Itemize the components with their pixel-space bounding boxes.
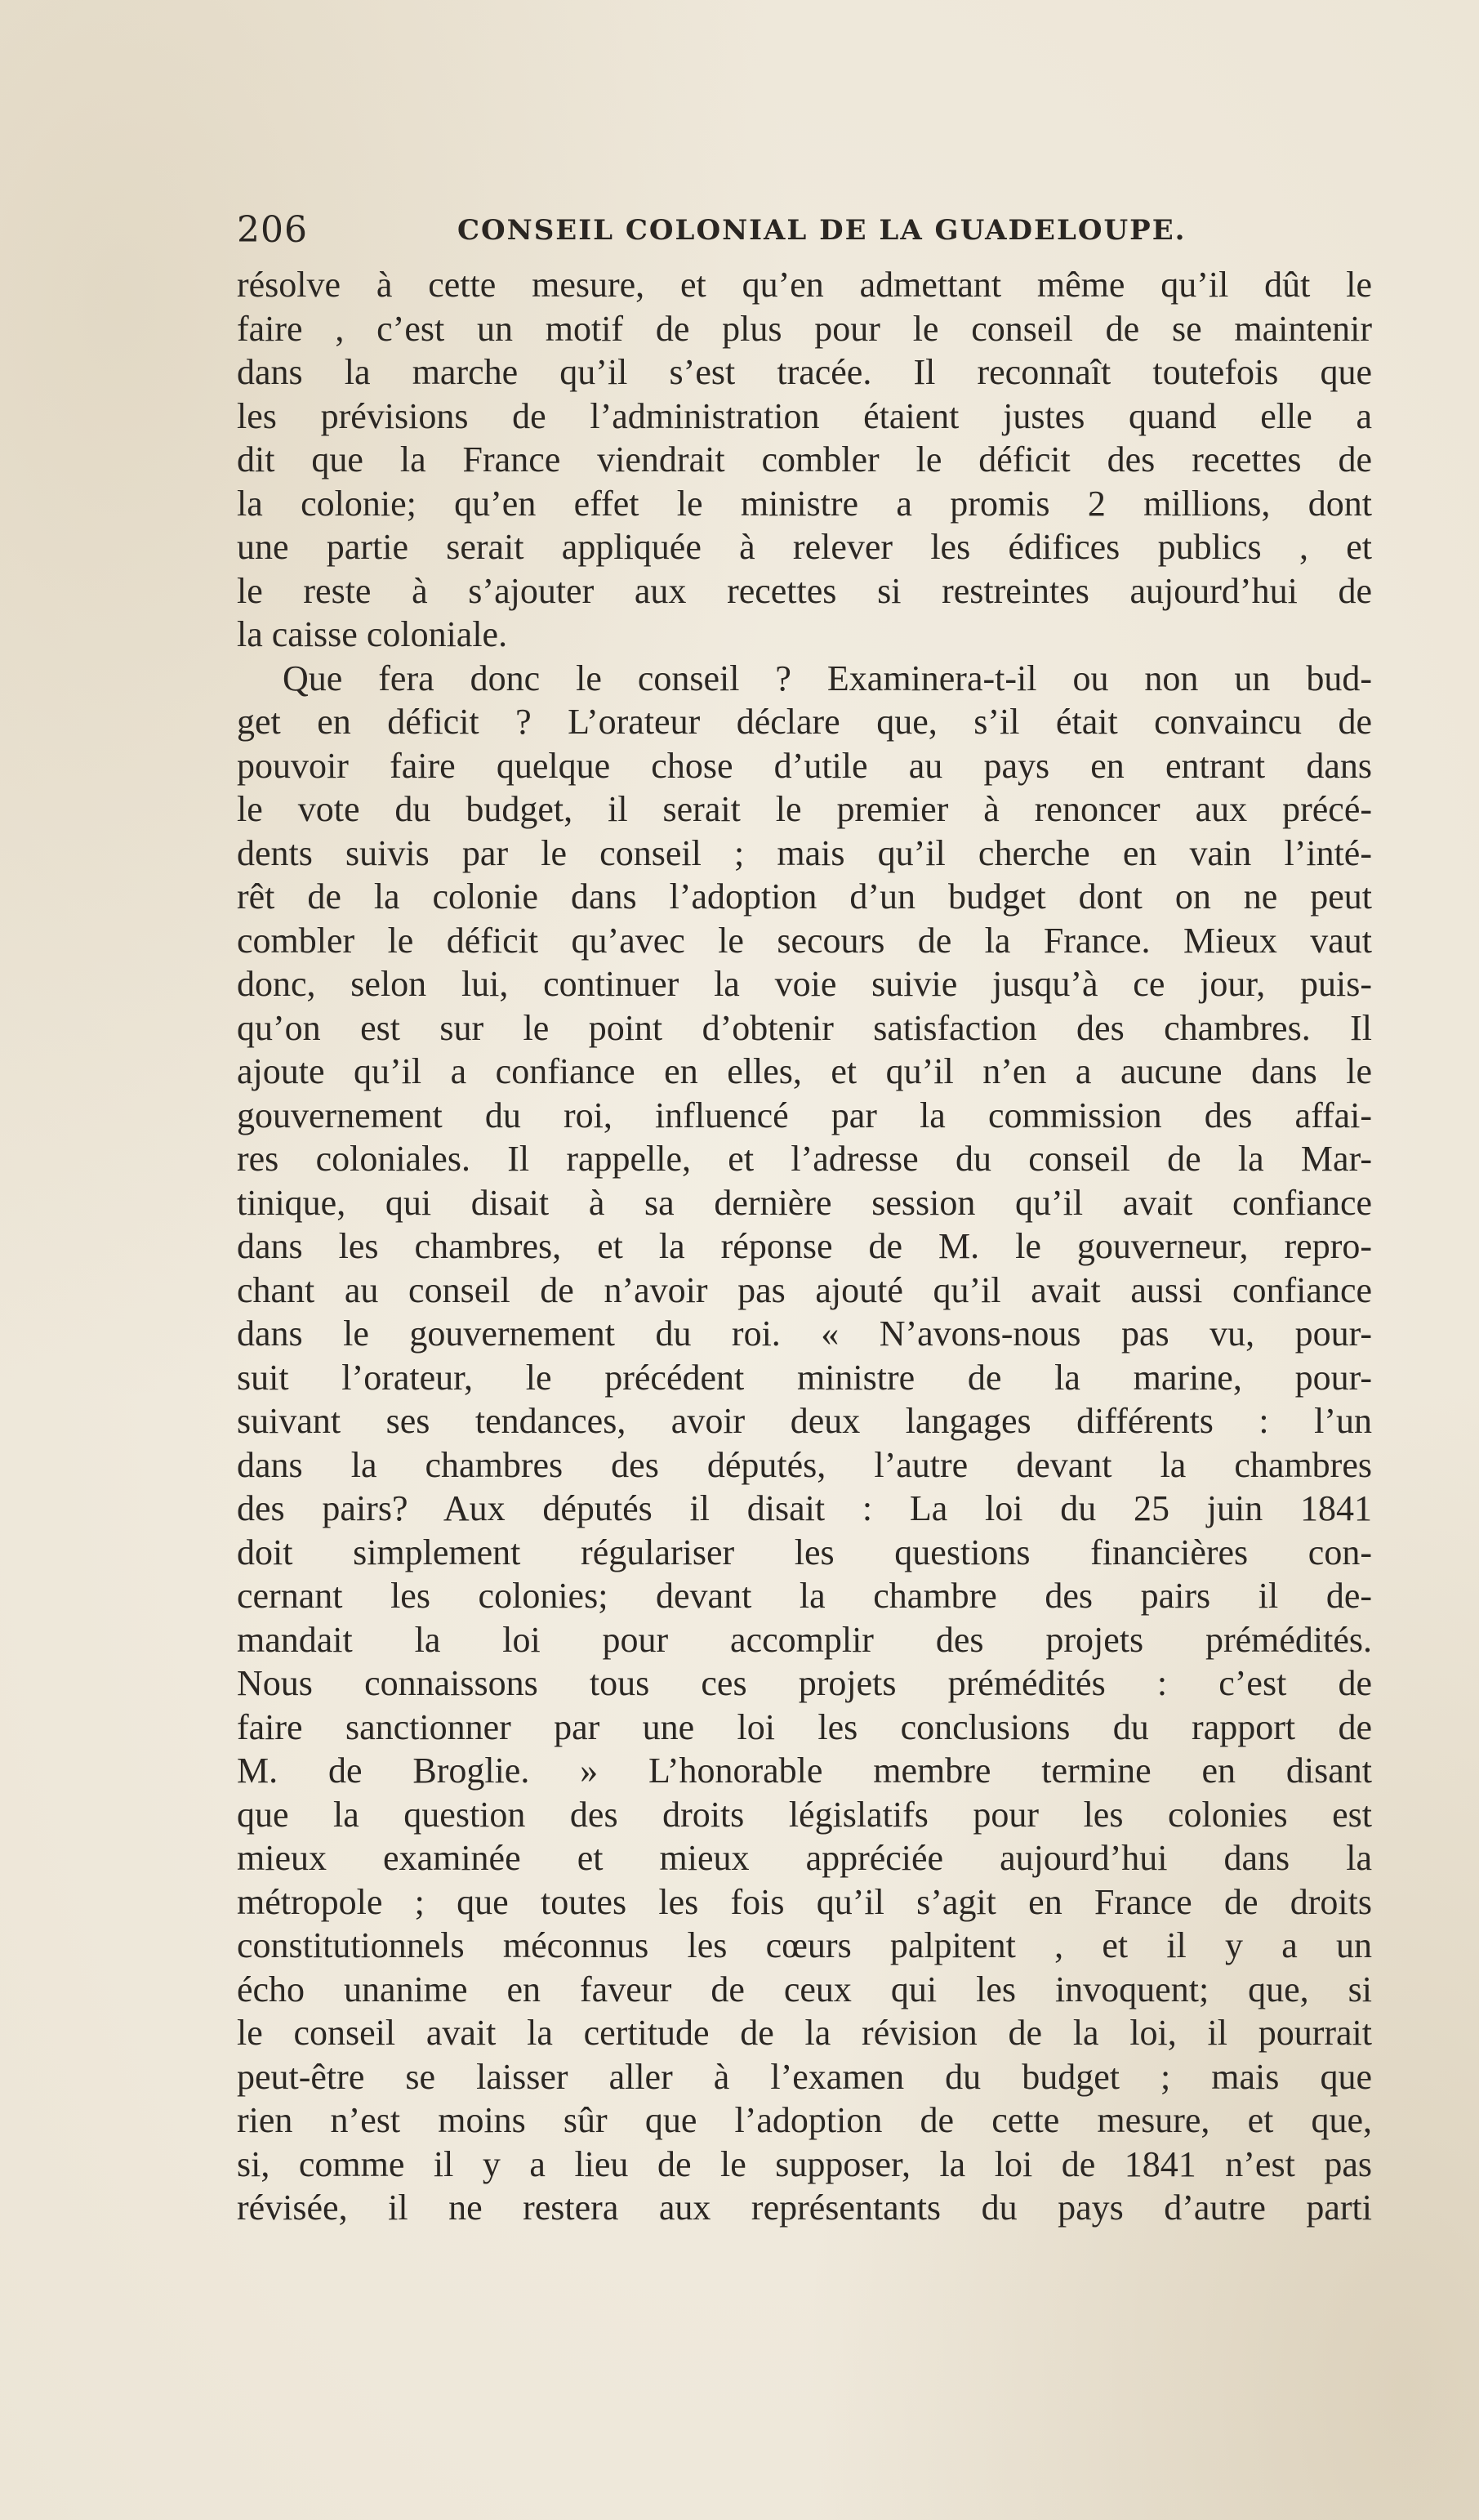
text-line: dans les chambres, et la réponse de M. le gouverneur, repro- <box>237 1226 1372 1266</box>
text-line: la colonie; qu’en effet le ministre a promis 2 millions, dont <box>237 483 1372 524</box>
text-line: Que fera donc le conseil ? Examinera-t-il ou non un bud- <box>283 658 1372 698</box>
text-line: dans le gouvernement du roi. « N’avons-nous pas vu, pour- <box>237 1314 1372 1354</box>
text-line: Nous connaissons tous ces projets prémédités : c’est de <box>237 1663 1372 1703</box>
text-line: cernant les colonies; devant la chambre des pairs il de- <box>237 1576 1372 1616</box>
text-line: ajoute qu’il a confiance en elles, et qu’il n’en a aucune dans le <box>237 1051 1372 1091</box>
text-line: combler le déficit qu’avec le secours de la France. Mieux vaut <box>237 920 1372 961</box>
text-line: res coloniales. Il rappelle, et l’adresse du conseil de la Mar- <box>237 1139 1372 1179</box>
text-line: tinique, qui disait à sa dernière session qu’il avait confiance <box>237 1182 1372 1223</box>
text-line: des pairs? Aux députés il disait : La loi du 25 juin 1841 <box>237 1488 1372 1528</box>
text-line: le conseil avait la certitude de la révision de la loi, il pourrait <box>237 2013 1372 2053</box>
text-line: M. de Broglie. » L’honorable membre termine en disant <box>237 1751 1372 1791</box>
text-line: donc, selon lui, continuer la voie suivie jusqu’à ce jour, puis- <box>237 964 1372 1004</box>
text-line: faire , c’est un motif de plus pour le conseil de se maintenir <box>237 308 1372 349</box>
page-number: 206 <box>237 209 308 251</box>
text-line: faire sanctionner par une loi les conclusions du rapport de <box>237 1706 1372 1747</box>
text-line: pouvoir faire quelque chose d’utile au pays en entrant dans <box>237 745 1372 786</box>
page-header <box>237 206 1258 255</box>
text-line: rien n’est moins sûr que l’adoption de cette mesure, et que, <box>237 2100 1372 2140</box>
text-line: écho unanime en faveur de ceux qui les invoquent; que, si <box>237 1969 1372 2009</box>
text-line: mieux examinée et mieux appréciée aujourd’hui dans la <box>237 1838 1372 1878</box>
text-line: suivant ses tendances, avoir deux langages différents : l’un <box>237 1401 1372 1441</box>
text-line: dans la chambres des députés, l’autre devant la chambres <box>237 1444 1372 1485</box>
text-line: dit que la France viendrait combler le déficit des recettes de <box>237 439 1372 479</box>
text-line: le vote du budget, il serait le premier à renoncer aux précé- <box>237 789 1372 829</box>
text-line: peut-être se laisser aller à l’examen du budget ; mais que <box>237 2056 1372 2097</box>
text-line: les prévisions de l’administration étaient justes quand elle a <box>237 395 1372 436</box>
text-line: le reste à s’ajouter aux recettes si restreintes aujourd’hui de <box>237 570 1372 611</box>
text-line: si, comme il y a lieu de le supposer, la loi de 1841 n’est pas <box>237 2143 1372 2184</box>
text-line: dans la marche qu’il s’est tracée. Il reconnaît toutefois que <box>237 352 1372 392</box>
text-line: chant au conseil de n’avoir pas ajouté qu’il avait aussi confiance <box>237 1269 1372 1310</box>
text-line: mandait la loi pour accomplir des projets prémédités. <box>237 1619 1372 1660</box>
text-line: résolve à cette mesure, et qu’en admettant même qu’il dût le <box>237 265 1372 305</box>
text-line: get en déficit ? L’orateur déclare que, s’il était convaincu de <box>237 702 1372 742</box>
text-line: révisée, il ne restera aux représentants du pays d’autre parti <box>237 2188 1372 2228</box>
text-line: rêt de la colonie dans l’adoption d’un budget dont on ne peut <box>237 876 1372 917</box>
text-line: qu’on est sur le point d’obtenir satisfaction des chambres. Il <box>237 1007 1372 1048</box>
text-line: suit l’orateur, le précédent ministre de la marine, pour- <box>237 1357 1372 1398</box>
text-line: gouvernement du roi, influencé par la commission des affai- <box>237 1095 1372 1135</box>
text-line: doit simplement régulariser les questions financières con- <box>237 1532 1372 1572</box>
text-line: dents suivis par le conseil ; mais qu’il cherche en vain l’inté- <box>237 832 1372 873</box>
body-text <box>237 263 1372 2230</box>
text-line: constitutionnels méconnus les cœurs palpitent , et il y a un <box>237 1925 1372 1965</box>
text-line: que la question des droits législatifs pour les colonies est <box>237 1794 1372 1835</box>
text-line: une partie serait appliquée à relever les édifices publics , et <box>237 527 1372 567</box>
running-head: CONSEIL COLONIAL DE LA GUADELOUPE. <box>457 214 1187 247</box>
text-line: la caisse coloniale. <box>237 614 508 654</box>
text-line: métropole ; que toutes les fois qu’il s’agit en France de droits <box>237 1881 1372 1922</box>
